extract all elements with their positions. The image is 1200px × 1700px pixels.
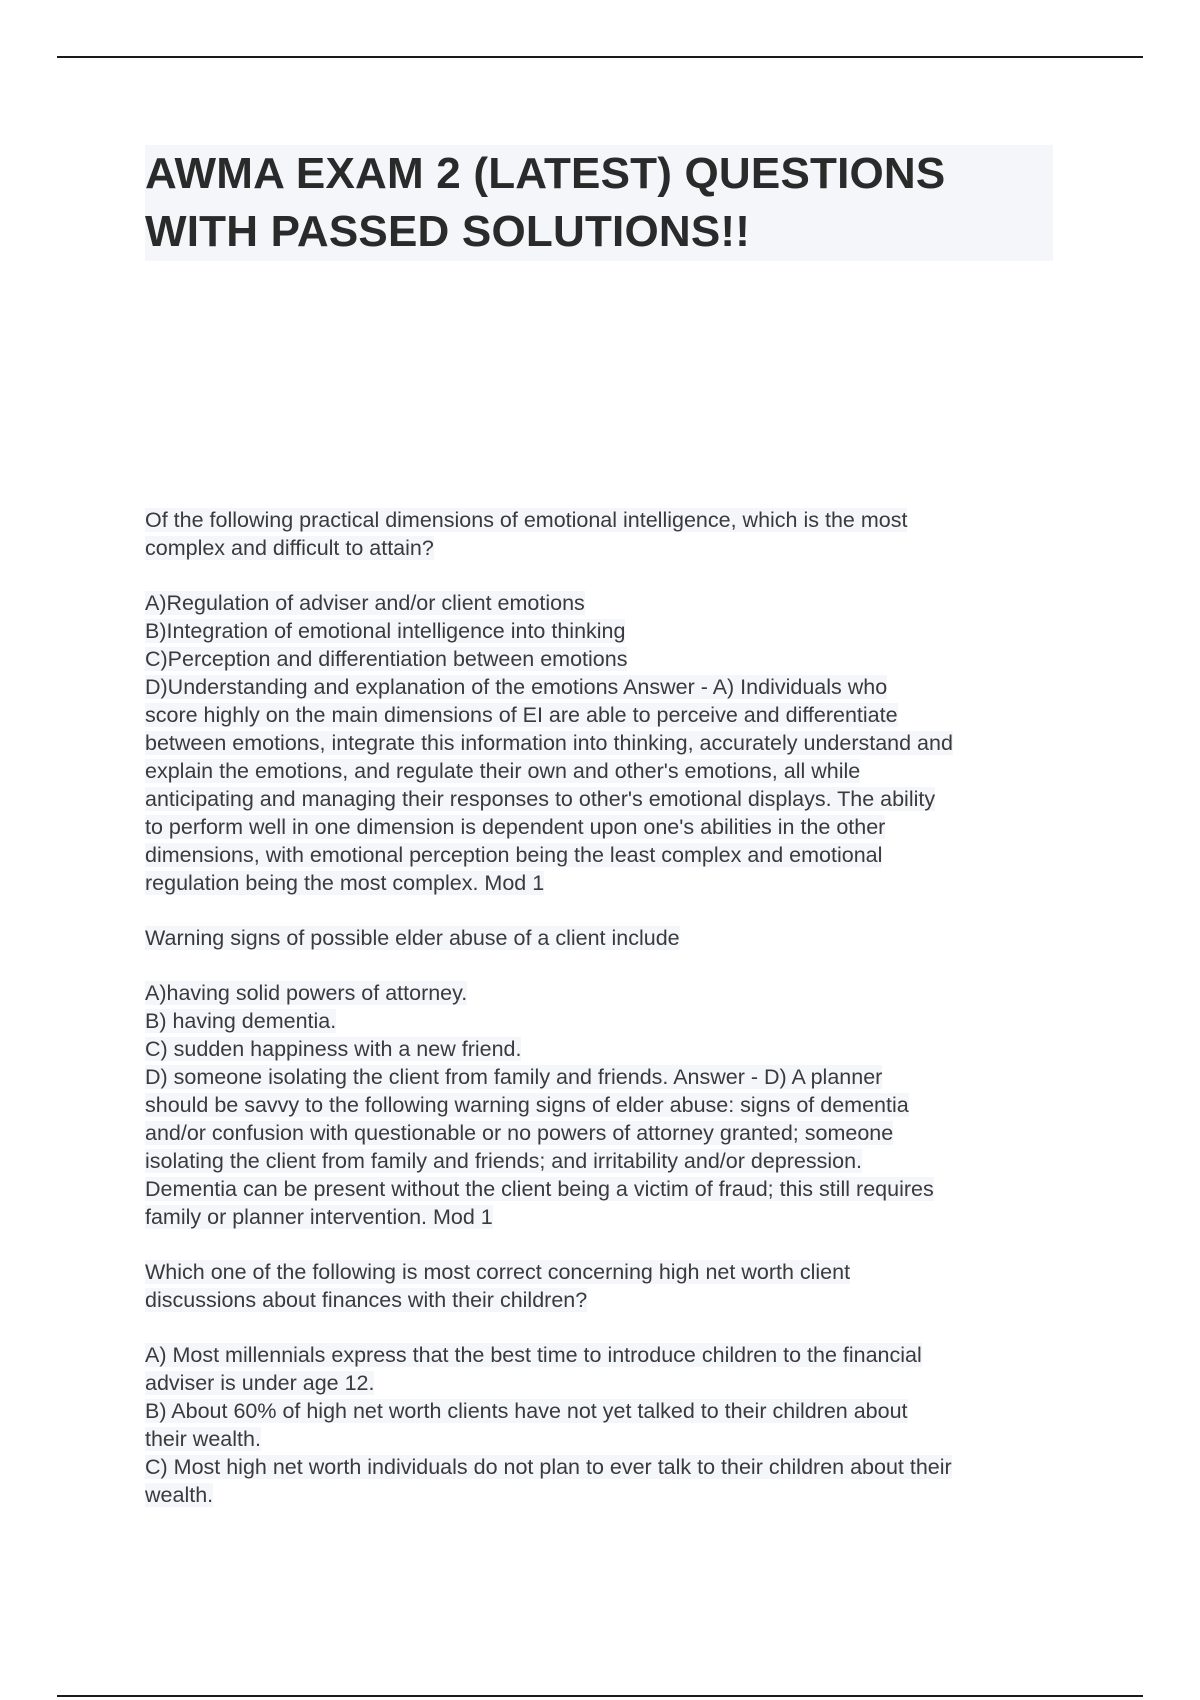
question-block (145, 924, 1060, 1231)
question-text (145, 1258, 1060, 1314)
text-line: discussions about finances with their children? (145, 1288, 588, 1312)
question-block (145, 1258, 1060, 1509)
text-line: family or planner intervention. Mod 1 (145, 1205, 493, 1229)
question-block (145, 506, 1060, 897)
text-line: A)having solid powers of attorney. (145, 981, 468, 1005)
text-line: Of the following practical dimensions of emotional intelligence, which is the most (145, 508, 908, 532)
text-line: D) someone isolating the client from family and friends. Answer - D) A planner (145, 1065, 883, 1089)
answer-text (145, 1341, 1060, 1509)
text-line: adviser is under age 12. (145, 1371, 375, 1395)
text-line: C) Most high net worth individuals do not plan to ever talk to their children about their (145, 1455, 952, 1479)
text-line: C)Perception and differentiation between emotions (145, 647, 628, 671)
title-line: WITH PASSED SOLUTIONS!! (145, 207, 751, 256)
text-line: to perform well in one dimension is dependent upon one's abilities in the other (145, 815, 886, 839)
text-line: D)Understanding and explanation of the emotions Answer - A) Individuals who (145, 675, 888, 699)
text-line: regulation being the most complex. Mod 1 (145, 871, 545, 895)
text-line: C) sudden happiness with a new friend. (145, 1037, 522, 1061)
text-line: their wealth. (145, 1427, 261, 1451)
text-line: B)Integration of emotional intelligence into thinking (145, 619, 626, 643)
text-line: explain the emotions, and regulate their own and other's emotions, all while (145, 759, 861, 783)
text-line: and/or confusion with questionable or no powers of attorney granted; someone (145, 1121, 894, 1145)
text-line: A) Most millennials express that the best time to introduce children to the financial (145, 1343, 922, 1367)
answer-text (145, 589, 1060, 897)
text-line: should be savvy to the following warning signs of elder abuse: signs of dementia (145, 1093, 909, 1117)
text-line: Dementia can be present without the client being a victim of fraud; this still requires (145, 1177, 934, 1201)
text-line: B) having dementia. (145, 1009, 337, 1033)
text-line: between emotions, integrate this information into thinking, accurately understand and (145, 731, 953, 755)
document-body (145, 506, 1060, 1509)
text-line: wealth. (145, 1483, 214, 1507)
text-line: score highly on the main dimensions of EI are able to perceive and differentiate (145, 703, 898, 727)
question-text (145, 506, 1060, 562)
answer-text (145, 979, 1060, 1231)
text-line: complex and difficult to attain? (145, 536, 434, 560)
text-line: dimensions, with emotional perception being the least complex and emotional (145, 843, 883, 867)
top-rule (57, 56, 1143, 58)
text-line: isolating the client from family and friends; and irritability and/or depression. (145, 1149, 863, 1173)
question-text (145, 924, 1060, 952)
text-line: Which one of the following is most correct concerning high net worth client (145, 1260, 851, 1284)
text-line: B) About 60% of high net worth clients have not yet talked to their children about (145, 1399, 908, 1423)
text-line: A)Regulation of adviser and/or client emotions (145, 591, 585, 615)
document-title (145, 145, 1053, 261)
title-line: AWMA EXAM 2 (LATEST) QUESTIONS (145, 149, 946, 198)
text-line: anticipating and managing their responses to other's emotional displays. The ability (145, 787, 936, 811)
text-line: Warning signs of possible elder abuse of a client include (145, 926, 680, 950)
bottom-rule (57, 1695, 1143, 1697)
